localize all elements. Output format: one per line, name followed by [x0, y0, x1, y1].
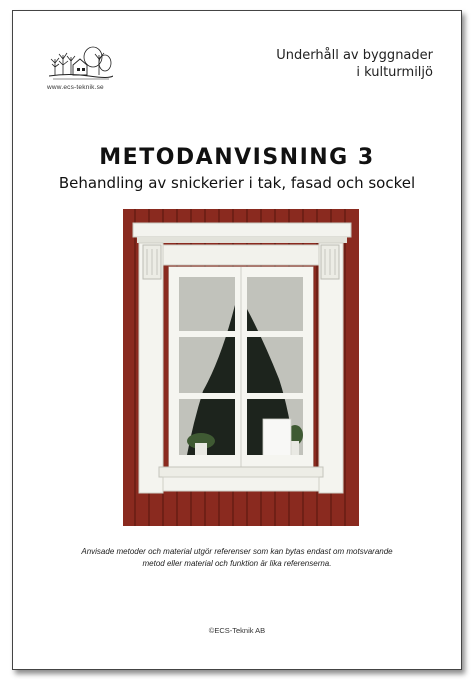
company-logo [47, 41, 117, 103]
logo-url: www.ecs-teknik.se [47, 84, 104, 91]
window-head [163, 245, 319, 265]
series-title-line1: Underhåll av byggnader [276, 48, 433, 63]
window-photo [123, 209, 359, 526]
series-title [276, 47, 433, 81]
sill-apron [163, 477, 319, 491]
disclaimer-text: Anvisade metoder och material utgör referenser som kan bytas endast om motsvarande metod eller material och funktion är lika referenserna. [81, 547, 393, 568]
window-illustration [123, 209, 359, 526]
series-title-line2: i kulturmiljö [356, 65, 433, 80]
house-trees-logo-icon [49, 41, 113, 83]
document-page [12, 10, 462, 670]
document-title: METODANVISNING 3 [99, 145, 375, 170]
copyright-text: ©ECS-Teknik AB [208, 626, 266, 635]
right-casing [319, 243, 343, 493]
window-sill [159, 467, 323, 477]
cornice-shadow [137, 237, 347, 243]
left-casing [139, 243, 163, 493]
window-cornice [133, 223, 351, 237]
document-subtitle: Behandling av snickerier i tak, fasad och sockel [58, 174, 416, 192]
